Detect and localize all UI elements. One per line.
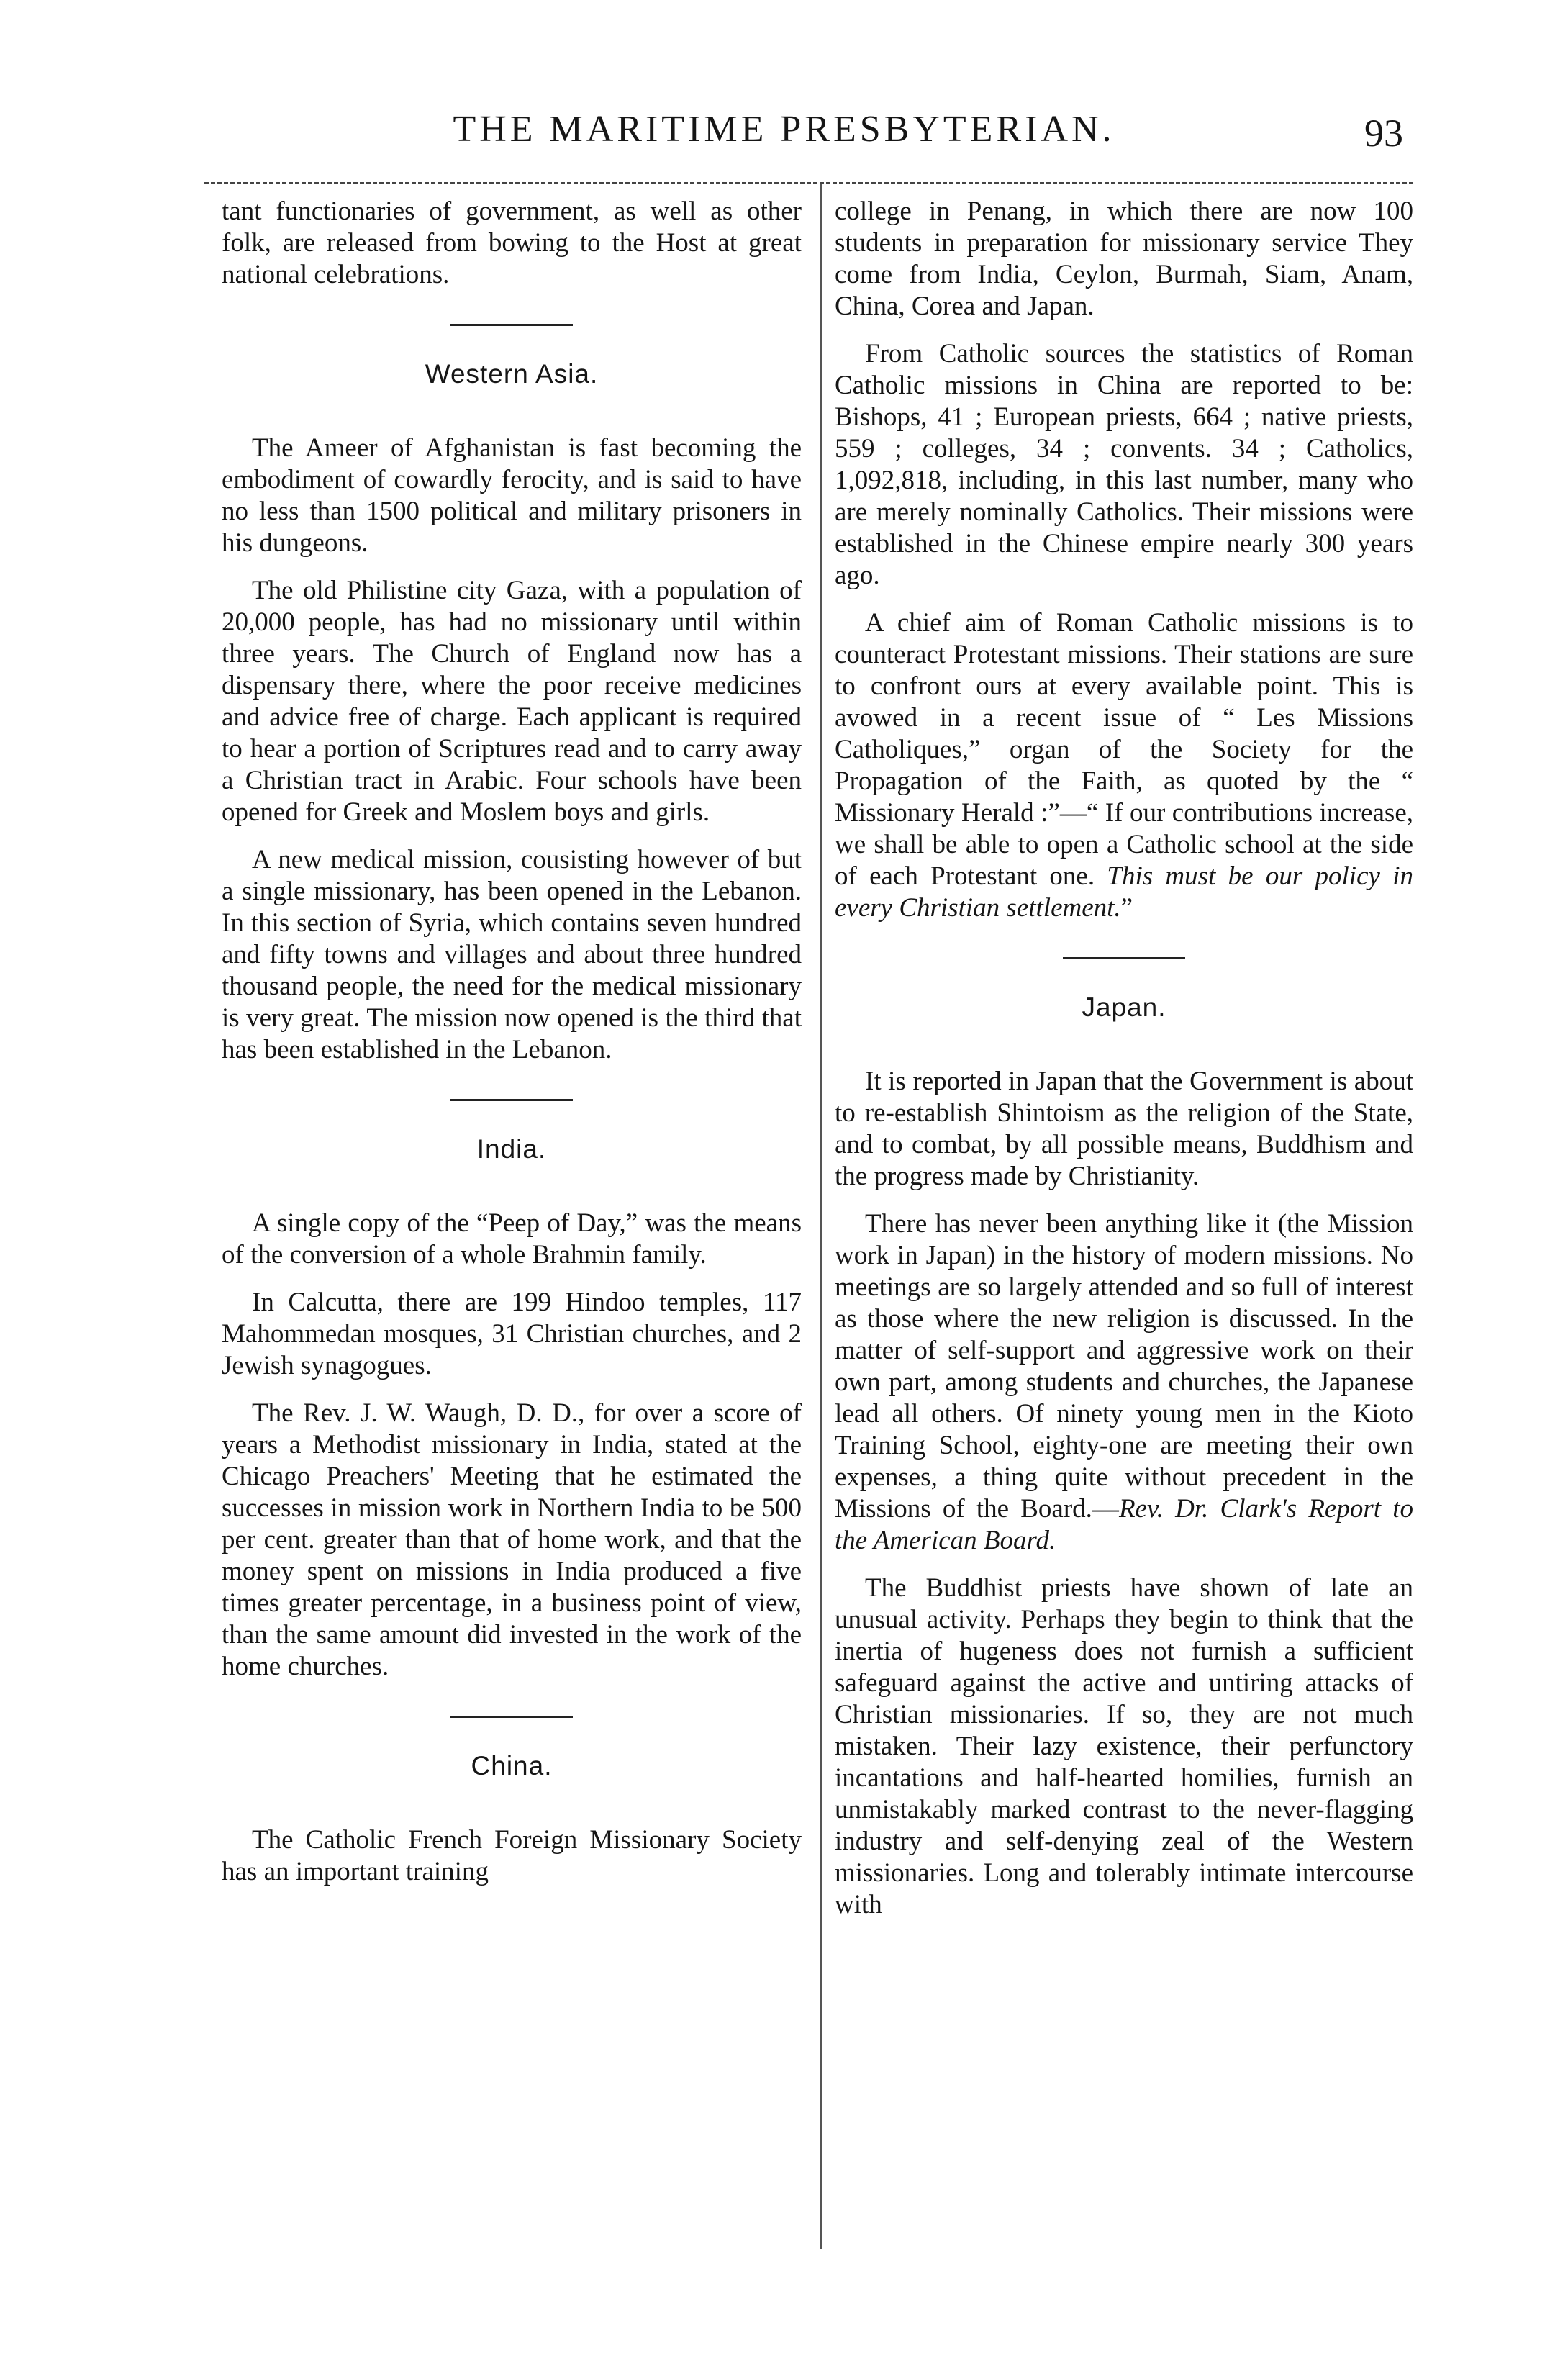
paragraph-text: There has never been anything like it (the Mission work in Japan) in the history of modern missions. No meetings are so largely attended and so full of interest as those where the new religion is discussed. In the matter of self-support and aggressive work on their own part, among students and churches, the Japanese lead all others. Of ninety young men in the Kioto Training School, eighty-one are meeting their own expenses, a thing quite without precedent in the Missions of the Board.— [835, 1209, 1413, 1524]
paragraph-text: A chief aim of Roman Catholic missions is to counteract Protestant missions. Their stations are sure to confront ours at every available point. This is avowed in a recent issue of “ Les Missions Catholiques,” organ of the Society for the Propagation of the Faith, as quoted by the “ Missionary Herald :”—“ If our contributions increase, we shall be able to open a Catholic school at the side of each Protestant one. [835, 608, 1413, 891]
paragraph: A single copy of the “Peep of Day,” was the means of the conversion of a whole Brahmin family. [222, 1208, 802, 1270]
header-rule [204, 182, 1413, 184]
paragraph: The Ameer of Afghanistan is fast becoming the embodiment of cowardly ferocity, and is said to have no less than 1500 political and military prisoners in his dungeons. [222, 433, 802, 558]
section-heading-japan: Japan. [1082, 992, 1166, 1022]
paragraph: It is reported in Japan that the Government is about to re-establish Shintoism as the religion of the State, and to combat, by all possible means, Buddhism and the progress made by Christianity. [835, 1067, 1413, 1191]
right-column [835, 196, 1413, 1937]
paragraph: From Catholic sources the statistics of Roman Catholic missions in China are reported to be: Bishops, 41 ; European priests, 664 ; native priests, 559 ; colleges, 34 ; convents. 34 ; Catholics, 1,092,818, including, in this last number, many who are merely nominally Catholics. Their missions were established in the Chinese empire nearly 300 years ago. [835, 339, 1413, 590]
paragraph: The old Philistine city Gaza, with a population of 20,000 people, has had no missionary until within three years. The Church of England now has a dispensary there, where the poor receive medicines and advice free of charge. Each applicant is required to hear a portion of Scriptures read and to carry away a Christian tract in Arabic. Four schools have been opened for Greek and Moslem boys and girls. [222, 576, 802, 827]
paragraph: The Buddhist priests have shown of late an unusual activity. Perhaps they begin to think that the inertia of hugeness does not furnish a sufficient safeguard against the active and untiring attacks of Christian missionaries. If so, they are not much mistaken. Their lazy existence, their perfunctory incantations and half-hearted homilies, furnish an unmistakably marked contrast to the never-flagging industry and self-denying zeal of the Western missionaries. Long and tolerably intimate intercourse with [835, 1573, 1413, 1919]
page-number: 93 [1364, 112, 1403, 155]
paragraph: A new medical mission, cousisting however of but a single missionary, has been opened in the Lebanon. In this section of Syria, which contains seven hundred and fifty towns and villages and about three hundred thousand people, the need for the medical missionary is very great. The mission now opened is the third that has been established in the Lebanon. [222, 845, 802, 1064]
section-heading-india: India. [476, 1134, 547, 1164]
column-divider [820, 184, 822, 2249]
section-rule [450, 1099, 573, 1101]
section-rule [450, 1716, 573, 1718]
italic-quote: This must be our policy in every Christian settlement. [835, 861, 1413, 923]
paragraph: tant functionaries of government, as well as other folk, are released from bowing to the Host at great national celebrations. [222, 196, 802, 289]
paragraph: In Calcutta, there are 199 Hindoo temples, 117 Mahommedan mosques, 31 Christian churches, and 2 Jewish synagogues. [222, 1288, 802, 1380]
paragraph: college in Penang, in which there are now 100 students in preparation for missionary service They come from India, Ceylon, Burmah, Siam, Anam, China, Corea and Japan. [835, 196, 1413, 321]
paragraph [835, 607, 1413, 924]
closing-quote: ” [1120, 893, 1133, 923]
paragraph: The Catholic French Foreign Missionary Society has an important training [222, 1825, 802, 1886]
section-rule [1063, 957, 1185, 959]
left-column [222, 196, 802, 1904]
section-rule [450, 324, 573, 326]
section-heading-china: China. [471, 1751, 553, 1781]
running-title: THE MARITIME PRESBYTERIAN. [453, 109, 1115, 150]
page-header [0, 108, 1568, 166]
section-heading-western-asia: Western Asia. [425, 359, 599, 389]
italic-citation: Rev. Dr. Clark's Report to the American Board. [835, 1494, 1413, 1555]
paragraph: The Rev. J. W. Waugh, D. D., for over a score of years a Methodist missionary in India, stated at the Chicago Preachers' Meeting that he estimated the successes in mission work in Northern India to be 500 per cent. greater than that of home work, and that the money spent on missions in India produced a five times greater percentage, in a business point of view, than the same amount did invested in the work of the home churches. [222, 1398, 802, 1681]
paragraph [835, 1208, 1413, 1557]
